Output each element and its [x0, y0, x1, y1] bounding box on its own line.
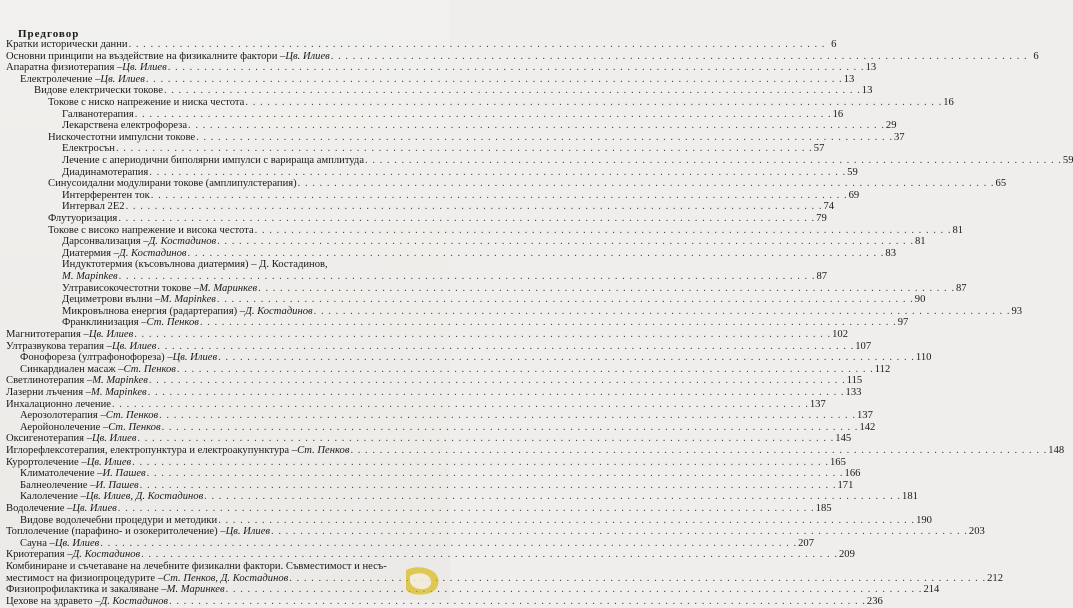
- toc-entry-page: 145: [835, 433, 852, 445]
- toc-entry-title: Цехове на здравето –: [6, 595, 101, 607]
- toc-entry-page: 69: [848, 189, 860, 201]
- toc-entry-author: М. Марinkев: [62, 271, 118, 282]
- toc-entry-author: Цв. Илиев, Д. Костадинов: [85, 491, 204, 503]
- toc-entry-title: Дециметрови вълни –: [62, 294, 161, 306]
- toc-entry-title: Топлолечение (парафино- и озокеритолечение) –: [6, 526, 226, 538]
- toc-entry-author: Д. Костадинов: [100, 595, 169, 607]
- toc-entry-page: 107: [855, 340, 872, 352]
- toc-entry-page: 16: [943, 97, 954, 108]
- toc-entry-page: 236: [866, 595, 883, 607]
- toc-entry-page: 133: [845, 387, 862, 398]
- toc-entry-author: Ст. Пенков: [105, 410, 159, 422]
- toc-entry-title: Интервал 2Е2: [62, 201, 125, 213]
- toc-entry-author: И. Пашев: [95, 479, 139, 491]
- toc-entry-author: Д. Костадинов: [148, 236, 217, 248]
- toc-entry-page: 65: [995, 178, 1007, 190]
- toc-entry-author: Ст. Пенков, Д. Костадинов: [163, 572, 289, 584]
- bazar-logo-icon: [400, 566, 444, 596]
- toc-entry-author: Цв. Илиев: [225, 526, 271, 538]
- toc-entry-title: Лечение с апериодични биполярни импулси с варираща амплитуда: [62, 155, 365, 166]
- toc-entry-author: Д. Костадинов: [245, 305, 313, 317]
- toc-entry-title: Синкардиален масаж –: [20, 363, 124, 375]
- toc-entry-author: Д. Костадинов: [72, 549, 141, 561]
- toc-entry-page: 148: [1048, 445, 1065, 456]
- toc-entry-title: Аерозолотерапия –: [20, 410, 106, 422]
- toc-entry-page: 87: [816, 271, 828, 282]
- toc-entry-page: 115: [846, 375, 863, 387]
- toc-entry-title: Инхалационно лечение: [6, 398, 111, 410]
- toc-entry-title: Токове с високо напрежение и висока честота: [48, 224, 254, 236]
- toc-entry-title: Диатермия –: [62, 247, 119, 259]
- toc-entry-title: Токове с ниско напрежение и ниска честота: [48, 97, 245, 108]
- toc-entry-page: 137: [856, 410, 873, 422]
- toc-entry-title: Ултрависокочестотни токове –: [62, 282, 200, 294]
- toc-entry-page: 59: [1062, 155, 1073, 166]
- toc-entry-title: местимост на физиопроцедурите –: [6, 572, 164, 584]
- toc-entry-page: 171: [837, 479, 854, 491]
- toc-entry-author: Д. Костадинов: [118, 247, 187, 259]
- toc-entry-title: Аеройонолечение –: [20, 421, 109, 433]
- toc-entry-page: 29: [885, 120, 897, 132]
- toc-entry-title: Синусоидални модулирани токове (амплипулстерапия): [48, 178, 297, 190]
- toc-entry: [6, 595, 883, 608]
- toc-entry-author: Ст. Пенков: [108, 421, 161, 433]
- toc-entry-author: И. Пашев: [102, 468, 146, 480]
- toc-entry-author: Ст. Пенков: [146, 317, 199, 329]
- toc-entry-page: 185: [815, 503, 832, 514]
- toc-entry-page: 16: [832, 108, 844, 120]
- toc-entry-author: Ст. Пенков: [123, 363, 176, 375]
- toc-entry-title: Балнеолечение –: [20, 479, 96, 491]
- toc-entry-title: Дарсонвализация –: [62, 236, 149, 248]
- toc-entry-title: Електросън: [62, 143, 115, 155]
- toc-entry-title: Лекарствена електрофореза: [62, 120, 188, 132]
- toc-entry-page: 81: [952, 224, 964, 236]
- toc-entry-title: Франклинизация –: [62, 317, 147, 329]
- toc-entry-title: Флутуоризация: [48, 213, 118, 224]
- toc-entry-page: 181: [902, 491, 918, 503]
- toc-entry-title: Сауна –: [20, 537, 55, 549]
- toc-entry-page: 57: [813, 143, 825, 155]
- toc-entry-page: 79: [816, 213, 827, 224]
- toc-entry-page: 207: [798, 537, 815, 549]
- toc-entry-page: 13: [865, 62, 877, 74]
- toc-entry-title: Интерферентен ток: [62, 189, 150, 201]
- toc-entry-page: 13: [843, 73, 855, 85]
- toc-entry-title: Курортолечение –: [6, 456, 87, 468]
- toc-entry-page: 102: [832, 329, 848, 340]
- page-heading: Предговор: [18, 28, 80, 40]
- toc-entry-page: 87: [956, 282, 967, 294]
- toc-entry-author: М. Марinkев: [160, 294, 216, 306]
- toc-entry-title: Нискочестотни импулсни токове: [48, 131, 196, 143]
- toc-entry-page: 37: [893, 131, 905, 143]
- toc-entry-page: 209: [838, 549, 855, 561]
- toc-entry-title: Иглорефлексотерапия, електропунктура и електроакупунктура –: [6, 445, 298, 456]
- dot-leader: [169, 595, 866, 608]
- toc-entry-title: Индуктотермия (късовълнова диатермия) – Д. Костадинов,: [62, 259, 328, 271]
- toc-entry-page: 83: [885, 247, 896, 259]
- toc-entry-page: 214: [923, 584, 940, 596]
- toc-entry-author: Цв. Илиев: [72, 503, 117, 514]
- toc-entry-author: М. Маринкев: [166, 584, 225, 596]
- toc-entry-page: 90: [914, 294, 926, 306]
- toc-entry-author: Цв. Илиев: [111, 340, 157, 352]
- toc-entry-page: 110: [915, 352, 932, 364]
- toc-entry-author: Цв. Илиев: [92, 433, 137, 445]
- toc-entry-title: Електролечение –: [20, 73, 101, 85]
- toc-entry-page: 203: [968, 526, 985, 538]
- toc-entry-title: Светлинотерапия –: [6, 375, 93, 387]
- toc-entry-author: Цв. Илиев: [100, 73, 145, 85]
- toc-entry-page: 166: [844, 468, 861, 480]
- toc-entry-page: 6: [1033, 50, 1039, 62]
- toc-entry-author: М. Маринкев: [199, 282, 258, 294]
- toc-entry-title: Оксигенотерапия –: [6, 433, 92, 445]
- toc-entry-title: Видове водолечебни процедури и методики: [20, 514, 218, 526]
- toc-entry-title: Микровълнова енергия (радартерапия) –: [62, 305, 246, 317]
- toc-entry-page: 93: [1011, 305, 1023, 317]
- toc-entry-page: 59: [847, 166, 858, 178]
- toc-entry-page: 81: [914, 236, 926, 248]
- toc-entry-page: 142: [859, 421, 876, 433]
- toc-entry-title: Апаратна физиотерапия –: [6, 62, 123, 74]
- toc-entry-title: Водолечение –: [6, 503, 73, 514]
- toc-entry-title: Физиопрофилактика и закаляване –: [6, 584, 167, 596]
- toc-entry-title: Криотерапия –: [6, 549, 73, 561]
- toc-entry-title: Фонофореза (ултрафонофореза) –: [20, 352, 173, 364]
- toc-entry-page: 212: [987, 572, 1003, 584]
- toc-entry-author: Цв. Илиев: [86, 456, 132, 468]
- toc-entry-title: Калолечение –: [20, 491, 86, 503]
- toc-entry-author: Цв. Илиев: [54, 537, 100, 549]
- toc-entry-author: Ст. Пенков: [297, 445, 350, 456]
- toc-entry-author: Цв. Илиев: [122, 62, 167, 74]
- toc-entry-page: 137: [809, 398, 826, 410]
- toc-entry-title: Основни принципи на въздействие на физикалните фактори –: [6, 50, 286, 62]
- toc-entry-page: 74: [823, 201, 835, 213]
- toc-entry-page: 190: [916, 514, 932, 526]
- toc-entry-author: Цв. Илиев: [88, 329, 134, 340]
- toc-entry-author: М. Марinkев: [91, 387, 147, 398]
- toc-entry-title: Лазерни лъчения –: [6, 387, 92, 398]
- toc-entry-author: М. Марinkев: [92, 375, 148, 387]
- toc-entry-title: Диадинамотерапия: [62, 166, 149, 178]
- toc-entry-page: 6: [831, 39, 837, 50]
- toc-entry-page: 165: [830, 456, 846, 468]
- toc-entry-title: Ултразвукова терапия –: [6, 340, 112, 352]
- toc-entry-title: Магнитотерапия –: [6, 329, 89, 340]
- toc-entry-page: 112: [874, 363, 891, 375]
- toc-entry-author: Цв. Илиев: [285, 50, 330, 62]
- toc-entry-title: Галванотерапия: [62, 108, 134, 120]
- toc-entry-title: Климатолечение –: [20, 468, 103, 480]
- toc-entry-author: Цв. Илиев: [172, 352, 218, 364]
- toc-entry-title: Кратки исторически данни: [6, 39, 128, 50]
- toc-entry-title: Видове електрически токове: [34, 85, 163, 97]
- toc-entry-page: 13: [861, 85, 873, 97]
- toc-entry-page: 97: [897, 317, 909, 329]
- toc-entry-title: Комбиниране и съчетаване на лечебните физикални фактори. Съвместимост и несъ-: [6, 561, 387, 572]
